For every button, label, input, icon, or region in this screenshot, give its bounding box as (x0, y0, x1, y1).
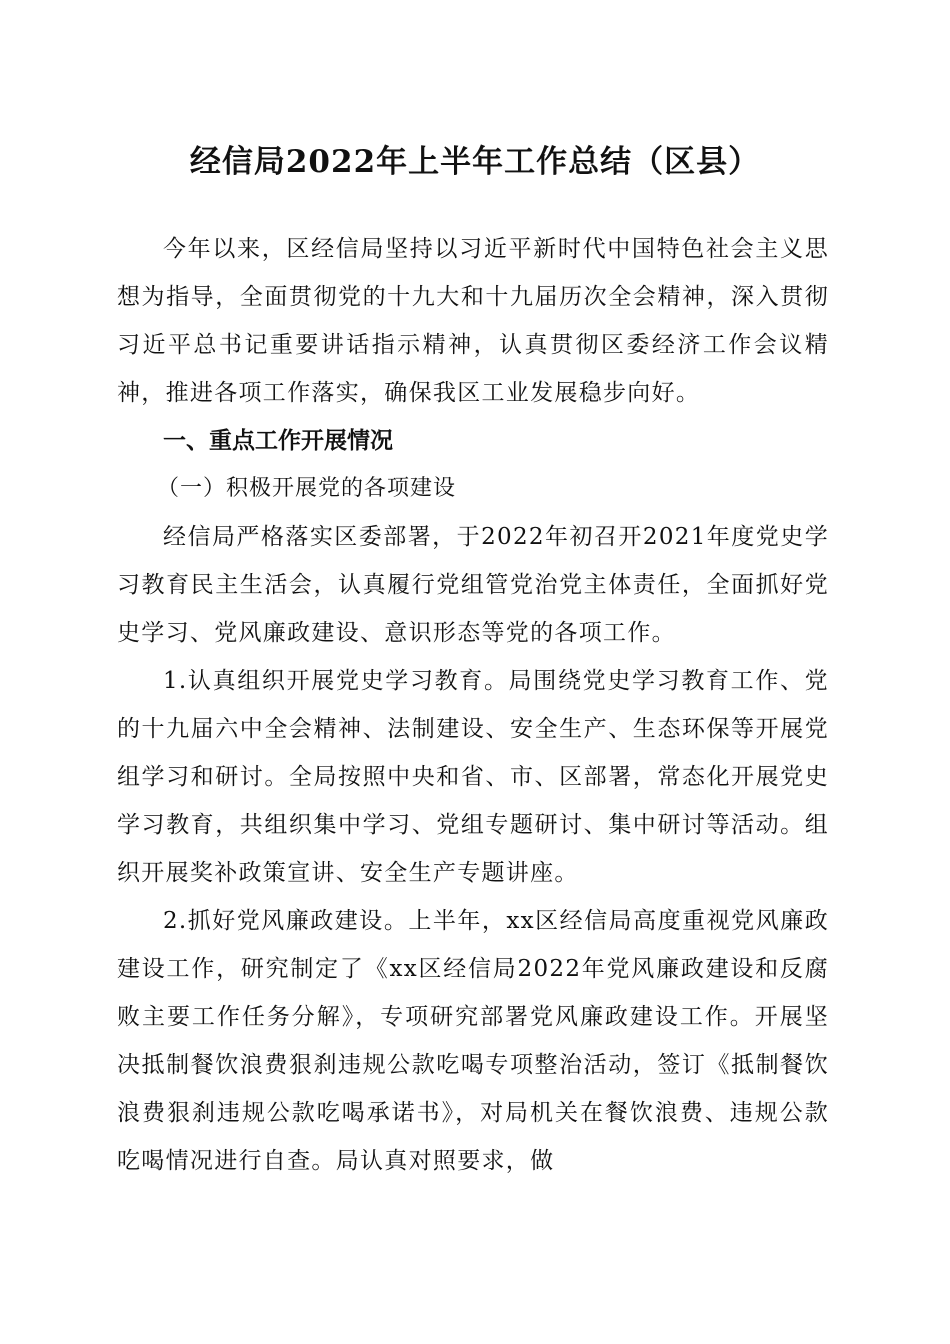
document-title: 经信局2022年上半年工作总结（区县） (189, 144, 761, 180)
subsection-heading: （一）积极开展党的各项建设 (157, 476, 457, 501)
subsection-intro-paragraph: 经信局严格落实区委部署，于2022年初召开2021年度党史学习教育民主生活会，认真履行党组管党治党主体责任，全面抓好党史学习、党风廉政建设、意识形态等党的各项工作。 (117, 524, 829, 646)
document-body (117, 225, 829, 1185)
item-2-paragraph: 2.抓好党风廉政建设。上半年，xx区经信局高度重视党风廉政建设工作，研究制定了《xx区经信局2022年党风廉政建设和反腐败主要工作任务分解》，专项研究部署党风廉政建设工作。开展坚决抵制餐饮浪费狠刹违规公款吃喝专项整治活动，签订《抵制餐饮浪费狠刹违规公款吃喝承诺书》，对局机关在餐饮浪费、违规公款吃喝情况进行自查。局认真对照要求，做 (117, 908, 829, 1174)
intro-paragraph: 今年以来，区经信局坚持以习近平新时代中国特色社会主义思想为指导，全面贯彻党的十九大和十九届历次全会精神，深入贯彻习近平总书记重要讲话指示精神，认真贯彻区委经济工作会议精神，推进各项工作落实，确保我区工业发展稳步向好。 (117, 236, 829, 406)
section-heading: 一、重点工作开展情况 (163, 428, 393, 454)
item-1-paragraph: 1.认真组织开展党史学习教育。局围绕党史学习教育工作、党的十九届六中全会精神、法制建设、安全生产、生态环保等开展党组学习和研讨。全局按照中央和省、市、区部署，常态化开展党史学习教育，共组织集中学习、党组专题研讨、集中研讨等活动。组织开展奖补政策宣讲、安全生产专题讲座。 (117, 668, 829, 886)
